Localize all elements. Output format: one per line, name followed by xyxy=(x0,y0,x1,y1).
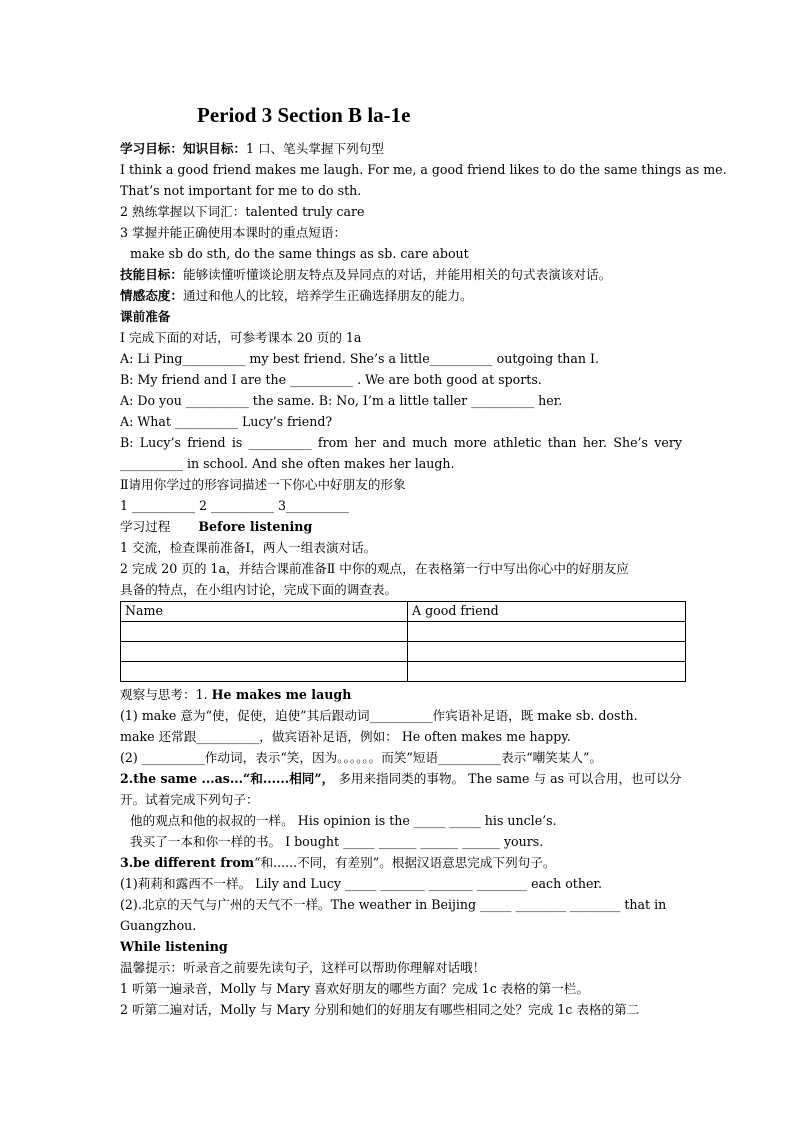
before-listening-heading: Before listening xyxy=(198,519,313,534)
process-step-2b: 具备的特点，在小组内讨论，完成下面的调查表。 xyxy=(120,582,398,597)
table-cell[interactable] xyxy=(121,662,408,682)
table-header-row xyxy=(121,602,686,622)
same-as-sentence-1: 他的观点和他的叔叔的一样。 His opinion is the _____ _____ his uncle’s. xyxy=(130,813,557,828)
vocab-line: 2 熟练掌握以下词汇：talented truly care xyxy=(120,204,365,219)
skill-line xyxy=(120,264,682,285)
prep-heading: 课前准备 xyxy=(120,309,171,324)
table-cell[interactable] xyxy=(121,642,408,662)
objectives-heading: 学习目标： xyxy=(120,141,183,156)
observe-intro-bold: He makes me laugh xyxy=(211,687,352,702)
table-cell[interactable] xyxy=(408,662,686,682)
process-line xyxy=(120,516,682,537)
emotion-text: 通过和他人的比较，培养学生正确选择朋友的能力。 xyxy=(182,288,473,303)
dialogue-line-6: __________ in school. And she often makes her laugh. xyxy=(120,456,455,471)
emotion-heading: 情感态度： xyxy=(120,288,183,303)
observe-intro-text: 观察与思考：1. xyxy=(120,687,212,702)
phrases-line: make sb do sth, do the same things as sb. care about xyxy=(130,246,469,261)
survey-table xyxy=(120,601,686,682)
observe-intro xyxy=(120,684,682,705)
emotion-line xyxy=(120,285,682,306)
while-step-2: 2 听第二遍对话，Molly 与 Mary 分别和她们的好朋友有哪些相同之处？完成 1c 表格的第二 xyxy=(120,1002,640,1017)
sentence-2: That’s not important for me to do sth. xyxy=(120,183,362,198)
different-from-text: “和......不同，有差别”。根据汉语意思完成下列句子。 xyxy=(254,855,556,870)
observe-p1a: (1) make 意为“使，促使，迫使”其后跟动词__________作宾语补足语，既 make sb. dosth. xyxy=(120,708,638,723)
different-sentence-1: (1)莉莉和露西不一样。 Lily and Lucy _____ _______ _______ ________ each other. xyxy=(120,876,603,891)
adjective-blanks: 1 __________ 2 __________ 3__________ xyxy=(120,498,349,513)
table-row xyxy=(121,642,686,662)
while-step-1: 1 听第一遍录音，Molly 与 Mary 喜欢好朋友的哪些方面？完成 1c 表格的第一栏。 xyxy=(120,981,589,996)
same-as-sentence-2: 我买了一本和你一样的书。 I bought _____ ______ ______ ______ yours. xyxy=(130,834,544,849)
observe-p1b: make 还常跟__________，做宾语补足语，例如： He often makes me happy. xyxy=(120,729,571,744)
process-step-2a: 2 完成 20 页的 1a，并结合课前准备Ⅱ 中你的观点，在表格第一行中写出你心中的好朋友应 xyxy=(120,561,629,576)
prep-part2: Ⅱ请用你学过的形容词描述一下你心中好朋友的形象 xyxy=(120,477,406,492)
dialogue-line-5: B: Lucy’s friend is __________ from her and much more athletic than her. She’s very xyxy=(120,435,682,450)
process-step-1: 1 交流，检查课前准备Ⅰ，两人一组表演对话。 xyxy=(120,540,377,555)
dialogue-line-2: B: My friend and I are the __________ . We are both good at sports. xyxy=(120,372,542,387)
dialogue-line-3: A: Do you __________ the same. B: No, I’m a little taller __________ her. xyxy=(120,393,563,408)
table-header-name: Name xyxy=(121,602,408,622)
same-as-line xyxy=(120,768,682,789)
different-sentence-2b: Guangzhou. xyxy=(120,918,197,933)
table-cell[interactable] xyxy=(408,622,686,642)
objectives-line xyxy=(120,138,682,159)
table-cell[interactable] xyxy=(408,642,686,662)
dialogue-line-1: A: Li Ping__________ my best friend. She’s a little__________ outgoing than I. xyxy=(120,351,599,366)
knowledge-heading: 知识目标： xyxy=(182,141,246,156)
while-tip: 温馨提示：听录音之前要先读句子，这样可以帮助你理解对话哦！ xyxy=(120,960,486,975)
different-sentence-2: (2).北京的天气与广州的天气不一样。The weather in Beijing _____ ________ ________ that in xyxy=(120,897,667,912)
table-cell[interactable] xyxy=(121,622,408,642)
observe-p2: (2) __________作动词，表示“笑，因为。。。。。。而笑”短语__________表示“嘲笑某人”。 xyxy=(120,750,603,765)
different-from-bold: 3.be different from xyxy=(120,855,255,870)
same-as-cont: 开。试着完成下列句子： xyxy=(120,792,259,807)
skill-heading: 技能目标： xyxy=(120,267,183,282)
dialogue-line-4: A: What __________ Lucy’s friend? xyxy=(120,414,333,429)
skill-text: 能够读懂听懂谈论朋友特点及异同点的对话，并能用相关的句式表演该对话。 xyxy=(182,267,612,282)
same-as-text: 多用来指同类的事物。 The same 与 as 可以合用，也可以分 xyxy=(334,771,682,786)
different-from-line xyxy=(120,852,682,873)
document-body xyxy=(120,138,727,1020)
knowledge-text: 1 口、笔头掌握下列句型 xyxy=(245,141,384,156)
page-title: Period 3 Section B la-1e xyxy=(197,103,411,127)
table-row xyxy=(121,622,686,642)
same-as-bold: 2.the same ...as...“和......相同”， xyxy=(120,771,335,786)
while-listening-heading: While listening xyxy=(120,939,228,954)
sentence-1: I think a good friend makes me laugh. For me, a good friend likes to do the same things as me. xyxy=(120,162,727,177)
phrases-intro: 3 掌握并能正确使用本课时的重点短语： xyxy=(120,225,347,240)
table-row xyxy=(121,662,686,682)
prep-part1: Ⅰ 完成下面的对话，可参考课本 20 页的 1a xyxy=(120,330,362,345)
process-heading: 学习过程 xyxy=(120,519,171,534)
table-header-good-friend: A good friend xyxy=(408,602,686,622)
